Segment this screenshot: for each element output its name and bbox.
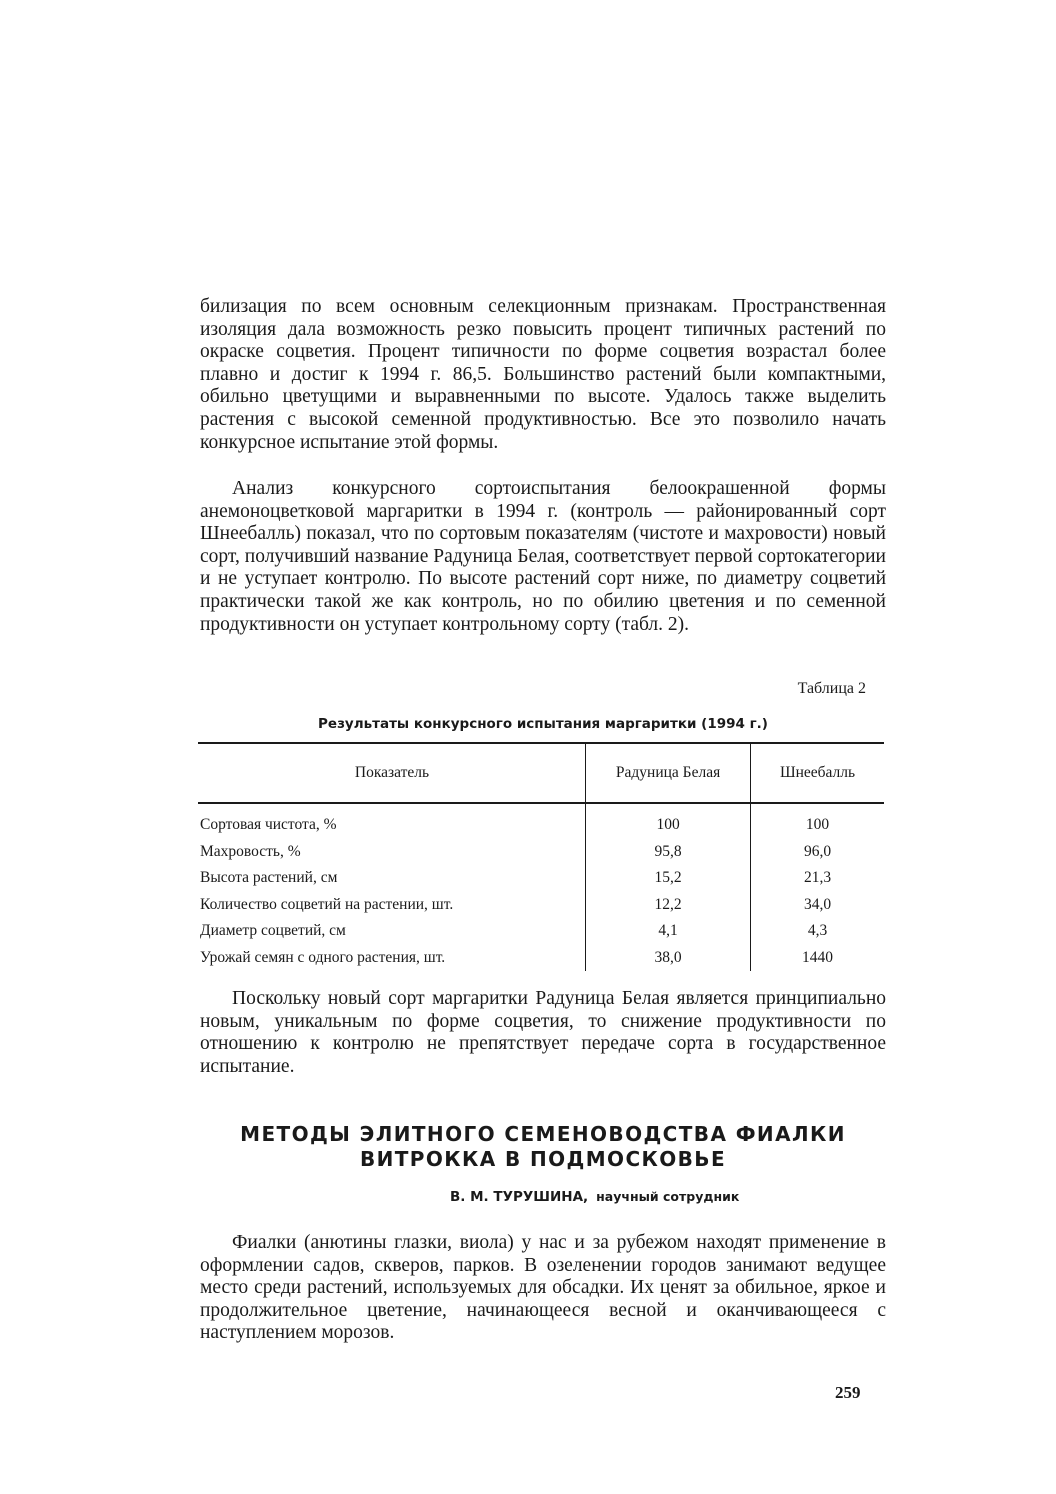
table-row xyxy=(198,945,884,972)
paragraph-conclusion xyxy=(200,988,886,1078)
paragraph-intro xyxy=(200,1232,886,1345)
row-label: Количество соцветий на растении, шт. xyxy=(200,895,454,913)
row-value: 4,1 xyxy=(586,918,751,945)
page-number: 259 xyxy=(835,1383,861,1402)
table-row xyxy=(198,918,884,945)
author-role: научный сотрудник xyxy=(596,1189,740,1204)
row-value: 15,2 xyxy=(586,865,751,892)
row-value: 100 xyxy=(751,803,884,839)
body-text: Фиалки (анютины глазки, виола) у нас и за рубежом находят применение в оформлении садов, скверов, парков. В озеленении городов занимают ведущее место среди растений, используемых для обсадки. Их ценят за обильное, яркое и продолжительное цветение, начинающееся весной и оканчивающееся с наступлением морозов. xyxy=(200,1232,886,1344)
row-value: 34,0 xyxy=(751,892,884,919)
table-row xyxy=(198,892,884,919)
author-line xyxy=(450,1189,739,1205)
body-text: Анализ конкурсного сортоиспытания белоокрашенной формы анемоноцветковой маргаритки в 1994 г. (контроль — районированный сорт Шнеебалль) показал, что по сортовым показателям (чистоте и махровости) новый сорт, получивший название Радуница Белая, соответствует первой сортокатегории и не уступает контролю. По высоте растений сорт ниже, по диаметру соцветий практически такой же как контроль, но по обилию цветения и по семенной продуктивности он уступает контрольному сорту (табл. 2). xyxy=(200,478,886,635)
body-text: билизация по всем основным селекционным признакам. Пространственная изоляция дала возможность резко повысить процент типичных растений по окраске соцветия. Процент типичности по форме соцветия возрастал более плавно и достиг к 1994 г. 86,5. Большинство растений были компактными, обильно цветущими и выравненными по высоте. Удалось также выделить растения с высокой семенной продуктивностью. Все это позволило начать конкурсное испытание этой формы. xyxy=(200,296,886,453)
row-label: Высота растений, см xyxy=(200,869,338,887)
author-name: В. М. ТУРУШИНА, xyxy=(450,1189,589,1205)
article-title-line: МЕТОДЫ ЭЛИТНОГО СЕМЕНОВОДСТВА ФИАЛКИ xyxy=(240,1122,846,1146)
row-label: Диаметр соцветий, см xyxy=(200,922,346,940)
row-value: 38,0 xyxy=(586,945,751,972)
row-value: 12,2 xyxy=(586,892,751,919)
results-table xyxy=(198,742,884,971)
row-label: Сортовая чистота, % xyxy=(200,816,337,834)
header-indicator: Показатель xyxy=(198,743,586,803)
table-row xyxy=(198,803,884,839)
paragraph-analysis xyxy=(200,478,886,636)
row-value: 95,8 xyxy=(586,839,751,866)
table-row xyxy=(198,865,884,892)
table-header-row xyxy=(198,743,884,803)
row-value: 21,3 xyxy=(751,865,884,892)
row-value: 4,3 xyxy=(751,918,884,945)
paragraph-continued xyxy=(200,296,886,454)
article-title xyxy=(200,1122,886,1172)
table-title: Результаты конкурсного испытания маргаритки (1994 г.) xyxy=(318,716,768,732)
row-value: 100 xyxy=(586,803,751,839)
row-label: Махровость, % xyxy=(200,842,301,860)
row-value: 96,0 xyxy=(751,839,884,866)
table-row xyxy=(198,839,884,866)
body-text: Поскольку новый сорт маргаритки Радуница Белая является принципиально новым, уникальным по форме соцветия, то снижение продуктивности по отношению к контролю не препятствует передаче сорта в государственное испытание. xyxy=(200,988,886,1077)
header-schneeball: Шнеебалль xyxy=(751,743,884,803)
row-value: 1440 xyxy=(751,945,884,972)
header-radunitsa: Радуница Белая xyxy=(586,743,751,803)
article-title-line: ВИТРОККА В ПОДМОСКОВЬЕ xyxy=(359,1147,727,1171)
row-label: Урожай семян с одного растения, шт. xyxy=(200,948,446,966)
table-number: Таблица 2 xyxy=(797,680,866,697)
